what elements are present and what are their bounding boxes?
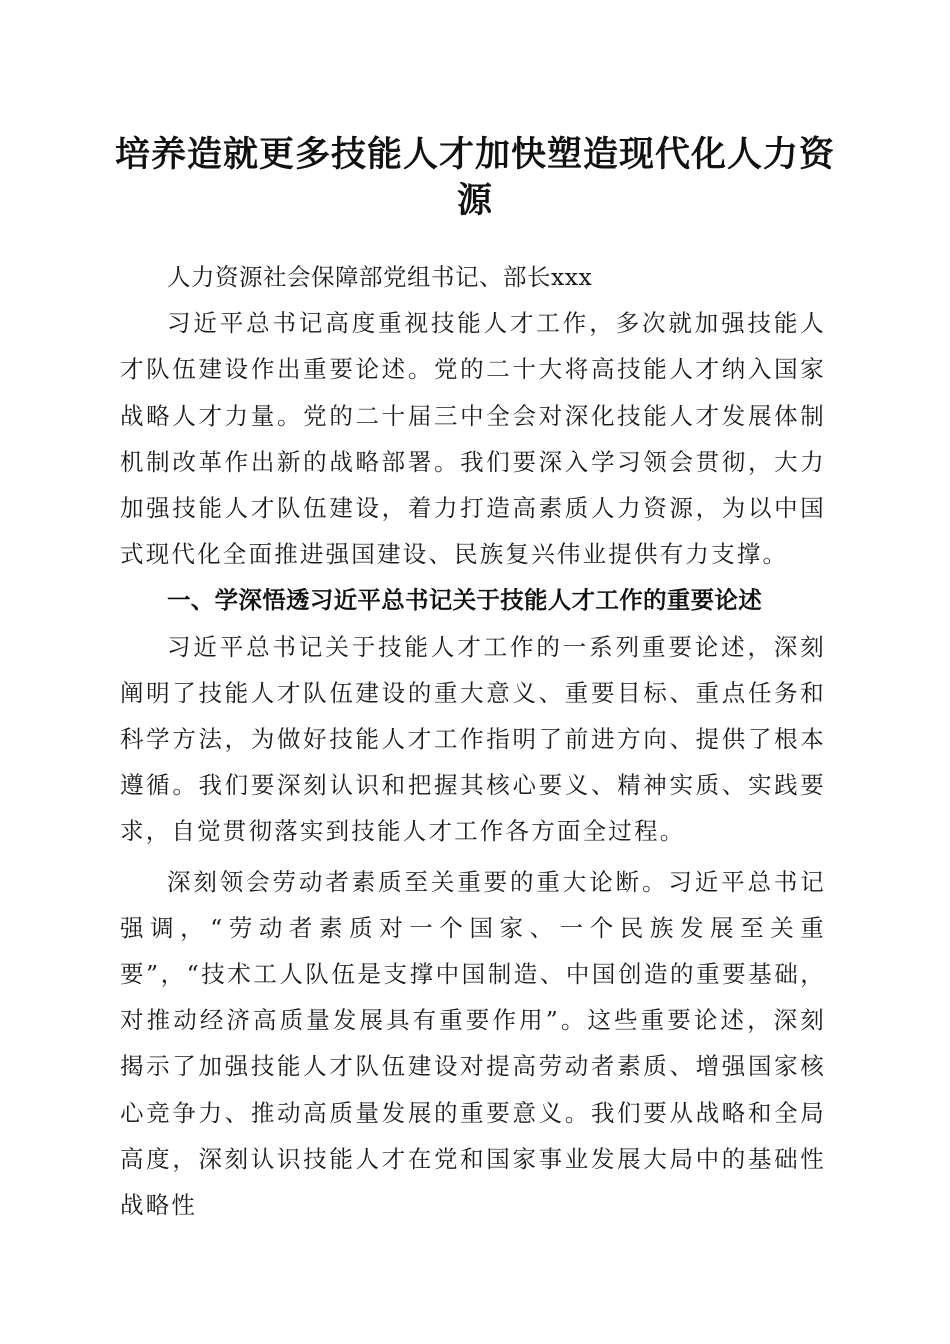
- section-heading: 一、学深悟透习近平总书记关于技能人才工作的重要论述: [167, 586, 762, 615]
- body-paragraph: 习近平总书记关于技能人才工作的一系列重要论述，深刻阐明了技能人才队伍建设的重大意义、重要目标、重点任务和科学方法，为做好技能人才工作指明了前进方向、提供了根本遵循。我们要深刻认识和把握其核心要义、精神实质、实践要求，自觉贯彻落实到技能人才工作各方面全过程。: [120, 632, 826, 846]
- author-line: 人力资源社会保障部党组书记、部长xxx: [167, 263, 593, 291]
- body-paragraph: 深刻领会劳动者素质至关重要的重大论断。习近平总书记强调，“劳动者素质对一个国家、一个民族发展至关重要”，“技术工人队伍是支撑中国制造、中国创造的重要基础，对推动经济高质量发展具有重要作用”。这些重要论述，深刻揭示了加强技能人才队伍建设对提高劳动者素质、增强国家核心竞争力、推动高质量发展的重要意义。我们要从战略和全局高度，深刻认识技能人才在党和国家事业发展大局中的基础性战略性: [120, 867, 826, 1220]
- intro-paragraph: 习近平总书记高度重视技能人才工作，多次就加强技能人才队伍建设作出重要论述。党的二十大将高技能人才纳入国家战略人才力量。党的二十届三中全会对深化技能人才发展体制机制改革作出新的战略部署。我们要深入学习领会贯彻，大力加强技能人才队伍建设，着力打造高素质人力资源，为以中国式现代化全面推进强国建设、民族复兴伟业提供有力支撑。: [120, 309, 826, 569]
- document-title: 培养造就更多技能人才加快塑造现代化人力资源: [114, 134, 835, 221]
- document-body: [120, 254, 826, 1228]
